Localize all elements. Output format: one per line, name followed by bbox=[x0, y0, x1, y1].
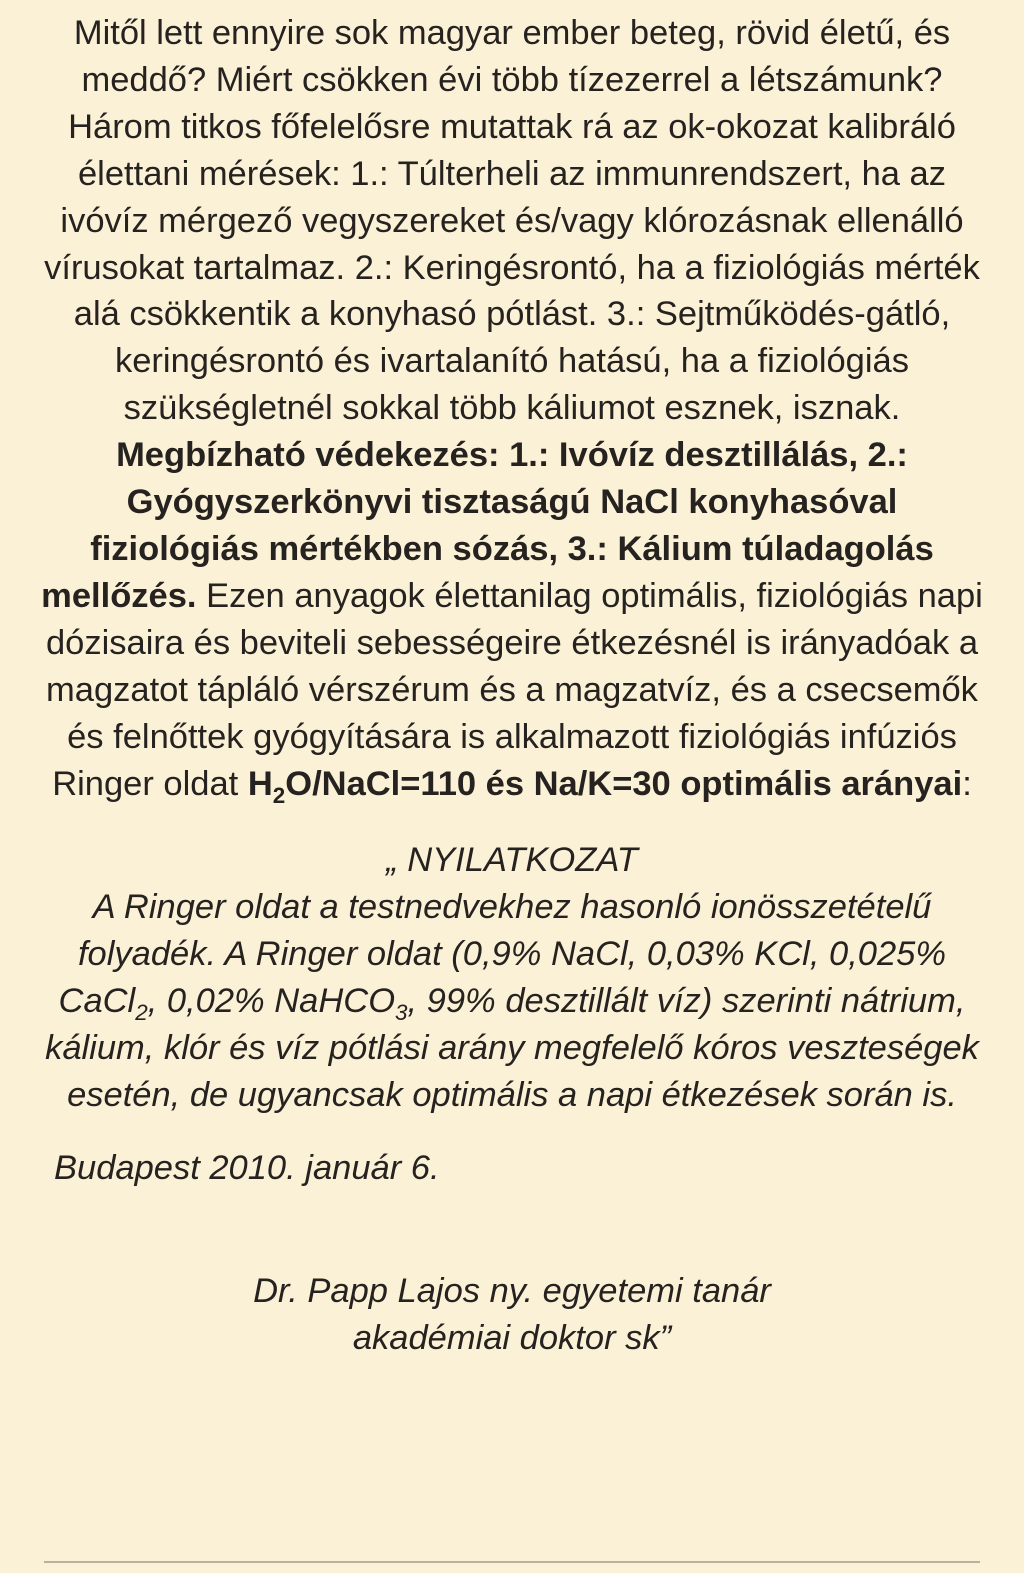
signature-block bbox=[40, 1268, 984, 1362]
ratio-subscript: 2 bbox=[272, 782, 286, 808]
ratio-h: H bbox=[247, 764, 273, 803]
paragraph-end: : bbox=[962, 764, 972, 803]
intro-text: Mitől lett ennyire sok magyar ember beteg, rövid életű, és meddő? Miért csökken évi több tízezerrel a létszámunk? Három titkos főfelelősre mutattak rá az ok-okozat kalibráló élettani mérések: 1.: Túlterheli az immunrendszert, ha az ivóvíz mérgező vegyszereket és/vagy klórozásnak ellenálló vírusokat tartalmaz. 2.: Keringésrontó, ha a fiziológiás mérték alá csökkentik a konyhasó pótlást. 3.: Sejtműködés-gátló, keringésrontó és ivartalanító hatású, ha a fiziológiás szükségletnél sokkal több káliumot esznek, isznak. bbox=[44, 14, 980, 428]
place-date: Budapest 2010. január 6. bbox=[54, 1148, 440, 1187]
bottom-divider bbox=[44, 1561, 980, 1563]
declaration-body bbox=[40, 884, 984, 1119]
declaration-title: „ NYILATKOZAT bbox=[386, 841, 638, 880]
main-paragraph bbox=[40, 10, 984, 807]
signature-line-2: akadémiai doktor sk” bbox=[352, 1318, 672, 1357]
declaration-subscript-b: 3 bbox=[395, 1000, 408, 1026]
signature-line-1: Dr. Papp Lajos ny. egyetemi tanár bbox=[253, 1271, 771, 1310]
declaration-text-b: , 0,02% NaHCO bbox=[147, 982, 396, 1021]
ratio-bold-text bbox=[247, 764, 963, 808]
ringer-text: Ezen anyagok élettanilag optimális, fiziológiás napi dózisaira és beviteli sebességeire étkezésnél is irányadóak a magzatot tápláló vérszérum és a magzatvíz, és a csecsemők és felnőttek gyógyítására is alkalmazott fiziológiás infúziós Ringer oldat bbox=[45, 576, 983, 803]
declaration-block bbox=[40, 837, 984, 1118]
protection-bold-text: Megbízható védekezés: 1.: Ivóvíz desztillálás, 2.: Gyógyszerkönyvi tisztaságú NaCl konyhasóval fiziológiás mértékben sózás, 3.: Kálium túladagolás mellőzés. bbox=[41, 436, 934, 615]
article-content bbox=[40, 10, 984, 1362]
declaration-text-c: , 99% desztillált víz) szerinti nátrium, kálium, klór és víz pótlási arány megfelelő kóros veszteségek esetén, de ugyancsak optimális a napi étkezések során is. bbox=[45, 982, 979, 1114]
declaration-subscript-a: 2 bbox=[135, 1000, 148, 1026]
declaration-text-a: A Ringer oldat a testnedvekhez hasonló ionösszetételű folyadék. A Ringer oldat (0,9% NaCl, 0,03% KCl, 0,025% CaCl bbox=[58, 888, 947, 1021]
ratio-rest: O/NaCl=110 és Na/K=30 optimális arányai bbox=[285, 764, 963, 803]
